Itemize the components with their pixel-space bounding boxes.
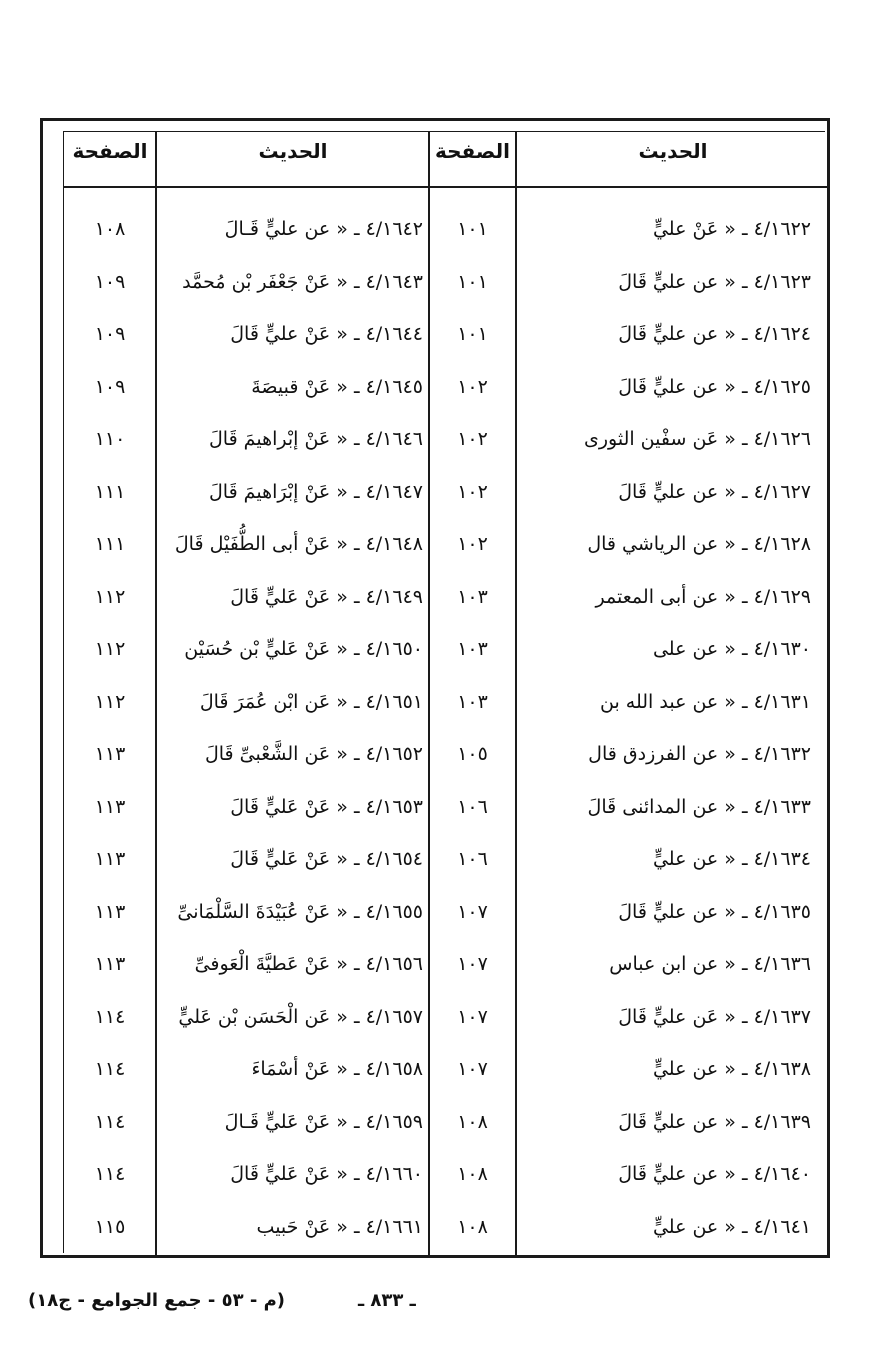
page-number-cell: ١١٤ xyxy=(94,1163,126,1185)
hadith-entry: ٤/١٦٥٨ ـ « عَنْ أسْمَاءَ xyxy=(251,1058,423,1080)
hadith-entry: ٤/١٦٣٦ ـ « عن ابن عباس xyxy=(609,953,811,975)
hadith-entry: ٤/١٦٦٠ ـ « عَنْ عَليٍّ قَالَ xyxy=(230,1163,423,1185)
page-number-cell: ١٠٣ xyxy=(457,690,488,713)
page-number-cell: ١٠٧ xyxy=(457,900,488,923)
page-number-cell: ١٠٣ xyxy=(457,638,488,660)
hadith-entry: ٤/١٦٤٥ ـ « عَنْ قبيصَةَ xyxy=(251,375,423,398)
hadith-entry: ٤/١٦٢٤ ـ « عن عليٍّ قَالَ xyxy=(618,323,811,345)
hadith-entry: ٤/١٦٤١ ـ « عن عليٍّ xyxy=(652,1215,811,1238)
page-number-cell: ١٠٢ xyxy=(457,428,488,450)
right-page-header: الصفحة xyxy=(434,139,510,163)
page-number-cell: ١١٢ xyxy=(94,638,126,660)
hadith-entry: ٤/١٦٤٤ ـ « عَنْ عليٍّ قَالَ xyxy=(230,323,423,345)
page-number-cell: ١١٤ xyxy=(94,1058,126,1080)
right-hadith-header: الحديث xyxy=(638,139,708,163)
page-number-cell: ١٠١ xyxy=(457,270,488,293)
hadith-entry: ٤/١٦٥١ ـ « عَن ابْن عُمَرَ قَالَ xyxy=(199,690,423,713)
page-number-cell: ١١٥ xyxy=(94,1215,126,1238)
page-number-cell: ١١٤ xyxy=(94,1005,126,1028)
hadith-entry: ٤/١٦٣٧ ـ « عَن عليٍّ قَالَ xyxy=(618,1005,811,1028)
hadith-entry: ٤/١٦٥٩ ـ « عَنْ عَليٍّ قَـالَ xyxy=(224,1110,423,1133)
hadith-entry: ٤/١٦٥٠ ـ « عَنْ عَليٍّ بْن حُسَيْن xyxy=(184,638,423,660)
page-number-cell: ١٠٢ xyxy=(457,533,488,555)
left-page-header: الصفحة xyxy=(72,139,148,163)
hadith-entry: ٤/١٦٥٢ ـ « عَن الشَّعْبىِّ قَالَ xyxy=(204,743,423,765)
page-number-cell: ١٠٨ xyxy=(457,1215,488,1238)
page-number-cell: ١١٢ xyxy=(94,690,126,713)
page-number-cell: ١٠٧ xyxy=(457,1058,488,1080)
page-number-cell: ١٠١ xyxy=(457,218,488,240)
page-number-cell: ١٠٧ xyxy=(457,953,488,975)
hadith-entry: ٤/١٦٤٢ ـ « عن عليٍّ قَـالَ xyxy=(224,218,423,240)
page-number-cell: ١٠٨ xyxy=(457,1163,488,1185)
page-number-cell: ١٠٨ xyxy=(457,1110,488,1133)
hadith-entry: ٤/١٦٥٤ ـ « عَنْ عَليٍّ قَالَ xyxy=(230,848,423,870)
hadith-entry: ٤/١٦٢٢ ـ « عَنْ عليٍّ xyxy=(652,218,811,240)
page-number-cell: ١٠٢ xyxy=(457,480,488,503)
hadith-entry: ٤/١٦٥٧ ـ « عَن الْحَسَن بْن عَليٍّ xyxy=(178,1005,423,1028)
page-number-cell: ١٠٦ xyxy=(457,795,488,818)
column-divider xyxy=(155,131,157,1258)
page-number-cell: ١١٣ xyxy=(94,795,126,818)
hadith-entry: ٤/١٦٤٦ ـ « عَنْ إبْراهيمَ قَالَ xyxy=(208,428,423,450)
hadith-entry: ٤/١٦٤٣ ـ « عَنْ جَعْفَر بْن مُحمَّد xyxy=(182,270,423,293)
left-hadith-header: الحديث xyxy=(258,139,328,163)
hadith-entry: ٤/١٦٣٤ ـ « عن عليٍّ xyxy=(652,848,811,870)
hadith-entry: ٤/١٦٢٣ ـ « عن عليٍّ قَالَ xyxy=(618,270,811,293)
page-number-cell: ١٠٣ xyxy=(457,585,488,608)
hadith-entry: ٤/١٦٦١ ـ « عَنْ حَبيب xyxy=(256,1215,423,1238)
page-number-cell: ١١٢ xyxy=(94,585,126,608)
source-reference: (م - ٥٣ - جمع الجوامع - ج١٨) xyxy=(28,1290,286,1311)
hadith-entry: ٤/١٦٥٥ ـ « عَنْ عُبَيْدَةَ السَّلْمَانىِّ xyxy=(177,900,423,923)
hadith-entry: ٤/١٦٤٧ ـ « عَنْ إبْرَاهيمَ قَالَ xyxy=(208,480,423,503)
page-number-cell: ١١٣ xyxy=(94,848,126,870)
hadith-entry: ٤/١٦٤٨ ـ « عَنْ أبى الطُّفَيْل قَالَ xyxy=(174,533,423,555)
page-number-cell: ١٠٥ xyxy=(457,743,488,765)
header-divider xyxy=(63,186,827,188)
page-number-cell: ١٠٨ xyxy=(94,218,126,240)
page-number-cell: ١٠١ xyxy=(457,323,488,345)
page-number-cell: ١١٤ xyxy=(94,1110,126,1133)
page-number-cell: ١١١ xyxy=(94,480,126,503)
hadith-entry: ٤/١٦٢٨ ـ « عن الرياشي قال xyxy=(587,533,811,555)
page-number-cell: ١١٣ xyxy=(94,743,126,765)
hadith-entry: ٤/١٦٥٣ ـ « عَنْ عَليٍّ قَالَ xyxy=(230,795,423,818)
page-number-cell: ١٠٧ xyxy=(457,1005,488,1028)
hadith-entry: ٤/١٦٢٧ ـ « عن عليٍّ قَالَ xyxy=(618,480,811,503)
hadith-entry: ٤/١٦٤٩ ـ « عَنْ عَليٍّ قَالَ xyxy=(230,585,423,608)
hadith-entry: ٤/١٦٣٣ ـ « عن المدائنى قَالَ xyxy=(587,795,811,818)
page-number-cell: ١٠٩ xyxy=(94,270,126,293)
page-number-cell: ١٠٩ xyxy=(94,375,126,398)
column-divider xyxy=(515,131,517,1258)
hadith-entry: ٤/١٦٣٠ ـ « عن على xyxy=(652,638,811,660)
hadith-entry: ٤/١٦٢٩ ـ « عن أبى المعتمر xyxy=(595,585,811,608)
page-number-cell: ١٠٦ xyxy=(457,848,488,870)
hadith-entry: ٤/١٦٥٦ ـ « عَنْ عَطيَّةَ الْعَوفىِّ xyxy=(194,953,423,975)
page-number-cell: ١١١ xyxy=(94,533,126,555)
page-number-cell: ١٠٢ xyxy=(457,375,488,398)
page-number-cell: ١١٠ xyxy=(94,428,126,450)
page-number-cell: ١١٣ xyxy=(94,900,126,923)
hadith-entry: ٤/١٦٢٦ ـ « عَن سفْين الثورى xyxy=(583,428,811,450)
page-number-cell: ١١٣ xyxy=(94,953,126,975)
page-number: ـ ٨٣٣ ـ xyxy=(358,1290,416,1311)
hadith-entry: ٤/١٦٣٢ ـ « عن الفرزدق قال xyxy=(588,743,811,765)
hadith-entry: ٤/١٦٢٥ ـ « عن عليٍّ قَالَ xyxy=(618,375,811,398)
hadith-entry: ٤/١٦٣٨ ـ « عن عليٍّ xyxy=(652,1058,811,1080)
hadith-entry: ٤/١٦٤٠ ـ « عن عليٍّ قَالَ xyxy=(618,1163,811,1185)
hadith-entry: ٤/١٦٣١ ـ « عن عبد الله بن xyxy=(599,690,811,713)
page-number-cell: ١٠٩ xyxy=(94,323,126,345)
hadith-entry: ٤/١٦٣٥ ـ « عن عليٍّ قَالَ xyxy=(618,900,811,923)
hadith-entry: ٤/١٦٣٩ ـ « عن عليٍّ قَالَ xyxy=(618,1110,811,1133)
index-table xyxy=(40,118,830,1258)
